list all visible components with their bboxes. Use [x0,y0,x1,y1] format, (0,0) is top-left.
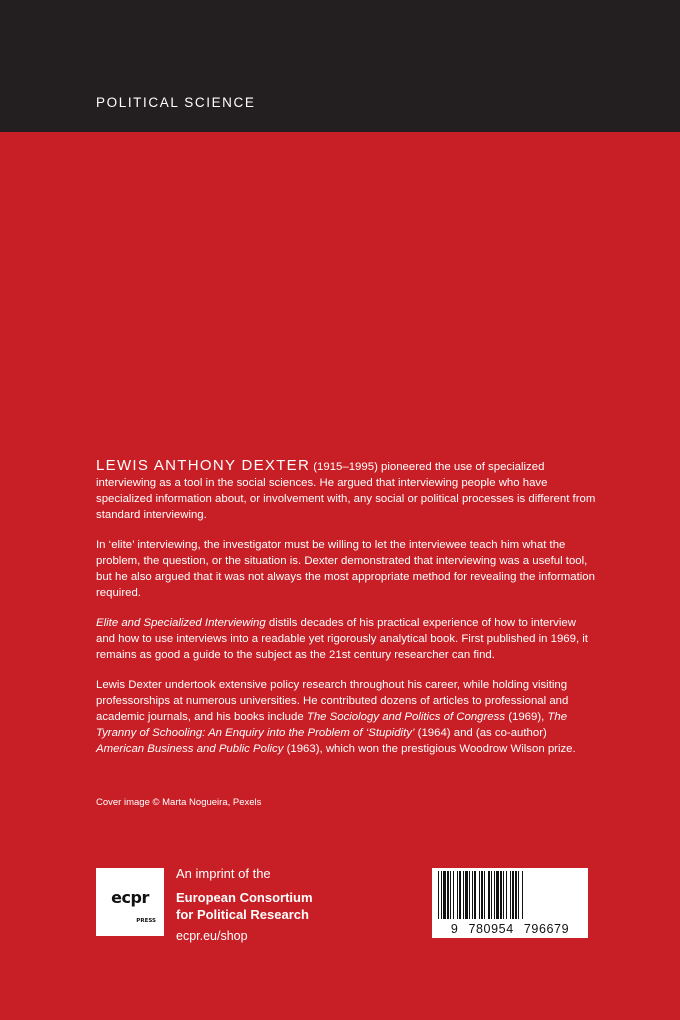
publisher-info [176,866,313,943]
category-label: POLITICAL SCIENCE [96,95,256,110]
barcode-bar [465,871,468,919]
barcode-bar [518,871,519,919]
barcode-bar [472,871,473,919]
barcode-bar [512,871,514,919]
barcode-bar [522,871,523,919]
book-title-1: The Sociology and Politics of Congress [306,711,506,723]
barcode-bar [469,871,470,919]
barcode-bar [459,871,461,919]
book-title: Elite and Specialized Interviewing [96,617,266,629]
back-cover-blurb [96,458,596,771]
book-title-2: The Tyranny of Schooling: An Enquiry into the Problem of ‘Stupidity’ [96,711,568,739]
barcode-bar [488,871,490,919]
barcode-bar [515,871,517,919]
barcode-bar [503,871,504,919]
barcode-bar [474,871,476,919]
barcode-bar [491,871,492,919]
barcode-bar [500,871,502,919]
ecpr-press-logo [96,868,164,936]
career-text-4: (1963), which won the prestigious Woodrow Wilson prize. [283,743,576,755]
blurb-paragraph-4 [96,677,596,757]
author-name: LEWIS ANTHONY DEXTER [96,457,311,474]
website-link[interactable]: ecpr.eu/shop [176,929,248,943]
logo-subtext: PRESS [136,918,156,924]
cover-image-credit: Cover image © Marta Nogueira, Pexels [96,797,262,808]
blurb-paragraph-1 [96,458,596,523]
career-text-2: (1969), [505,711,548,723]
book-title-3: American Business and Public Policy [96,743,284,755]
barcode-bar [506,871,507,919]
career-text: Lewis Dexter undertook extensive policy research throughout his career, while holding visiting professorships at numerous universities. He contributed dozens of articles to professional and academic journals, and his books include [96,679,569,723]
barcode-bars [432,868,588,924]
barcode-bar [496,871,499,919]
barcode-bar [450,871,451,919]
barcode-bar [463,871,464,919]
career-text-3: (1964) and (as co-author) [414,727,547,739]
barcode-bar [443,871,446,919]
org-name-line-2: for Political Research [176,907,309,922]
top-band [0,0,680,132]
barcode-bar [479,871,480,919]
barcode-bar [510,871,511,919]
org-name-line-1: European Consortium [176,890,313,905]
barcode-bar [438,871,439,919]
barcode-bar [447,871,449,919]
barcode-bar [484,871,485,919]
book-description: distils decades of his practical experience of how to interview and how to use interviews into a readable yet rigorously analytical book. First published in 1969, it remains as good a guide to the subject as the 21st century researcher can find. [96,617,588,661]
isbn-barcode [432,868,588,938]
author-bio: (1915–1995) pioneered the use of specialized interviewing as a tool in the social sciences. He argued that interviewing people who have specialized information about, or involvement with, any social or political processes is different from standard interviewing. [96,461,596,521]
logo-wordmark: ecpr [111,888,149,907]
barcode-bar [481,871,483,919]
blurb-paragraph-2: In ‘elite’ interviewing, the investigator must be willing to let the interviewee teach him what the problem, the question, or the situation is. Dexter demonstrated that interviewing was a useful tool, but he also argued that it was not always the most appropriate method for revealing the information required. [96,539,595,599]
barcode-bar [453,871,454,919]
barcode-bar [494,871,495,919]
barcode-bar [441,871,442,919]
blurb-paragraph-3 [96,615,596,663]
imprint-text: An imprint of the [176,866,271,881]
barcode-bar [457,871,458,919]
isbn-digits: 9 780954 796679 [450,922,570,936]
